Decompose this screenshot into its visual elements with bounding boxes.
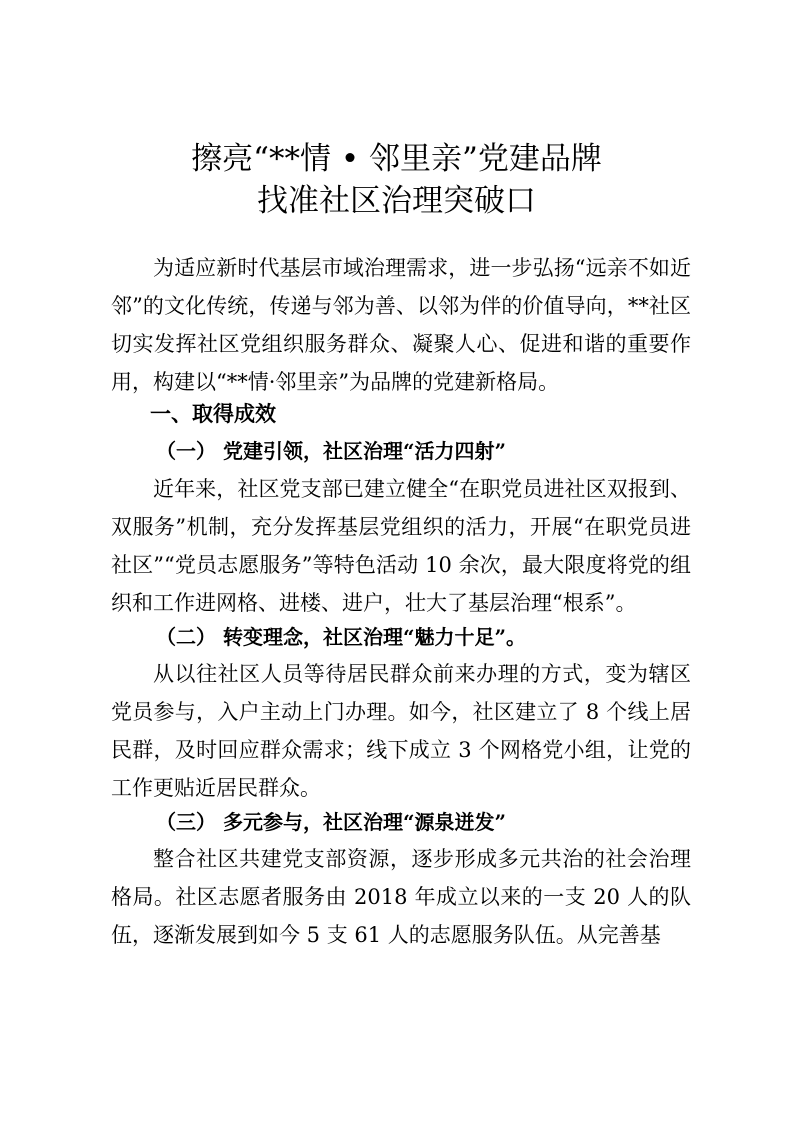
subsection-heading-3: （三） 多元参与，社区治理“源泉迸发” <box>156 810 506 834</box>
subsection-paragraph-1: 近年来，社区党支部已建立健全“在职党员进社区双报到、双服务”机制，充分发挥基层党组织的活力，开展“在职党员进社区”“党员志愿服务”等特色活动 10 余次，最大限度将党的组织和工作进网格、进楼、进户，壮大了基层治理“根系”。 <box>111 477 691 615</box>
subsection-heading-2: （二） 转变理念，社区治理“魅力十足”。 <box>156 625 526 649</box>
subsection-paragraph-3: 整合社区共建党支部资源，逐步形成多元共治的社会治理格局。社区志愿者服务由 2018 年成立以来的一支 20 人的队伍，逐渐发展到如今 5 支 61 人的志愿服务队伍。从完善基 <box>111 847 691 947</box>
section-heading-achievements: 一、取得成效 <box>150 402 276 426</box>
subsection-paragraph-2: 从以往社区人员等待居民群众前来办理的方式，变为辖区党员参与，入户主动上门办理。如今，社区建立了 8 个线上居民群，及时回应群众需求；线下成立 3 个网格党小组，让党的工作更贴近居民群众。 <box>111 662 691 800</box>
intro-paragraph: 为适应新时代基层市域治理需求，进一步弘扬“远亲不如近邻”的文化传统，传递与邻为善、以邻为伴的价值导向，**社区切实发挥社区党组织服务群众、凝聚人心、促进和谐的重要作用，构建以“**情·邻里亲”为品牌的党建新格局。 <box>111 256 691 394</box>
document-title-line-2: 找准社区治理突破口 <box>257 183 536 219</box>
subsection-heading-1: （一） 党建引领，社区治理“活力四射” <box>156 439 506 463</box>
document-title-line-1: 擦亮“**情 • 邻里亲”党建品牌 <box>191 141 602 177</box>
